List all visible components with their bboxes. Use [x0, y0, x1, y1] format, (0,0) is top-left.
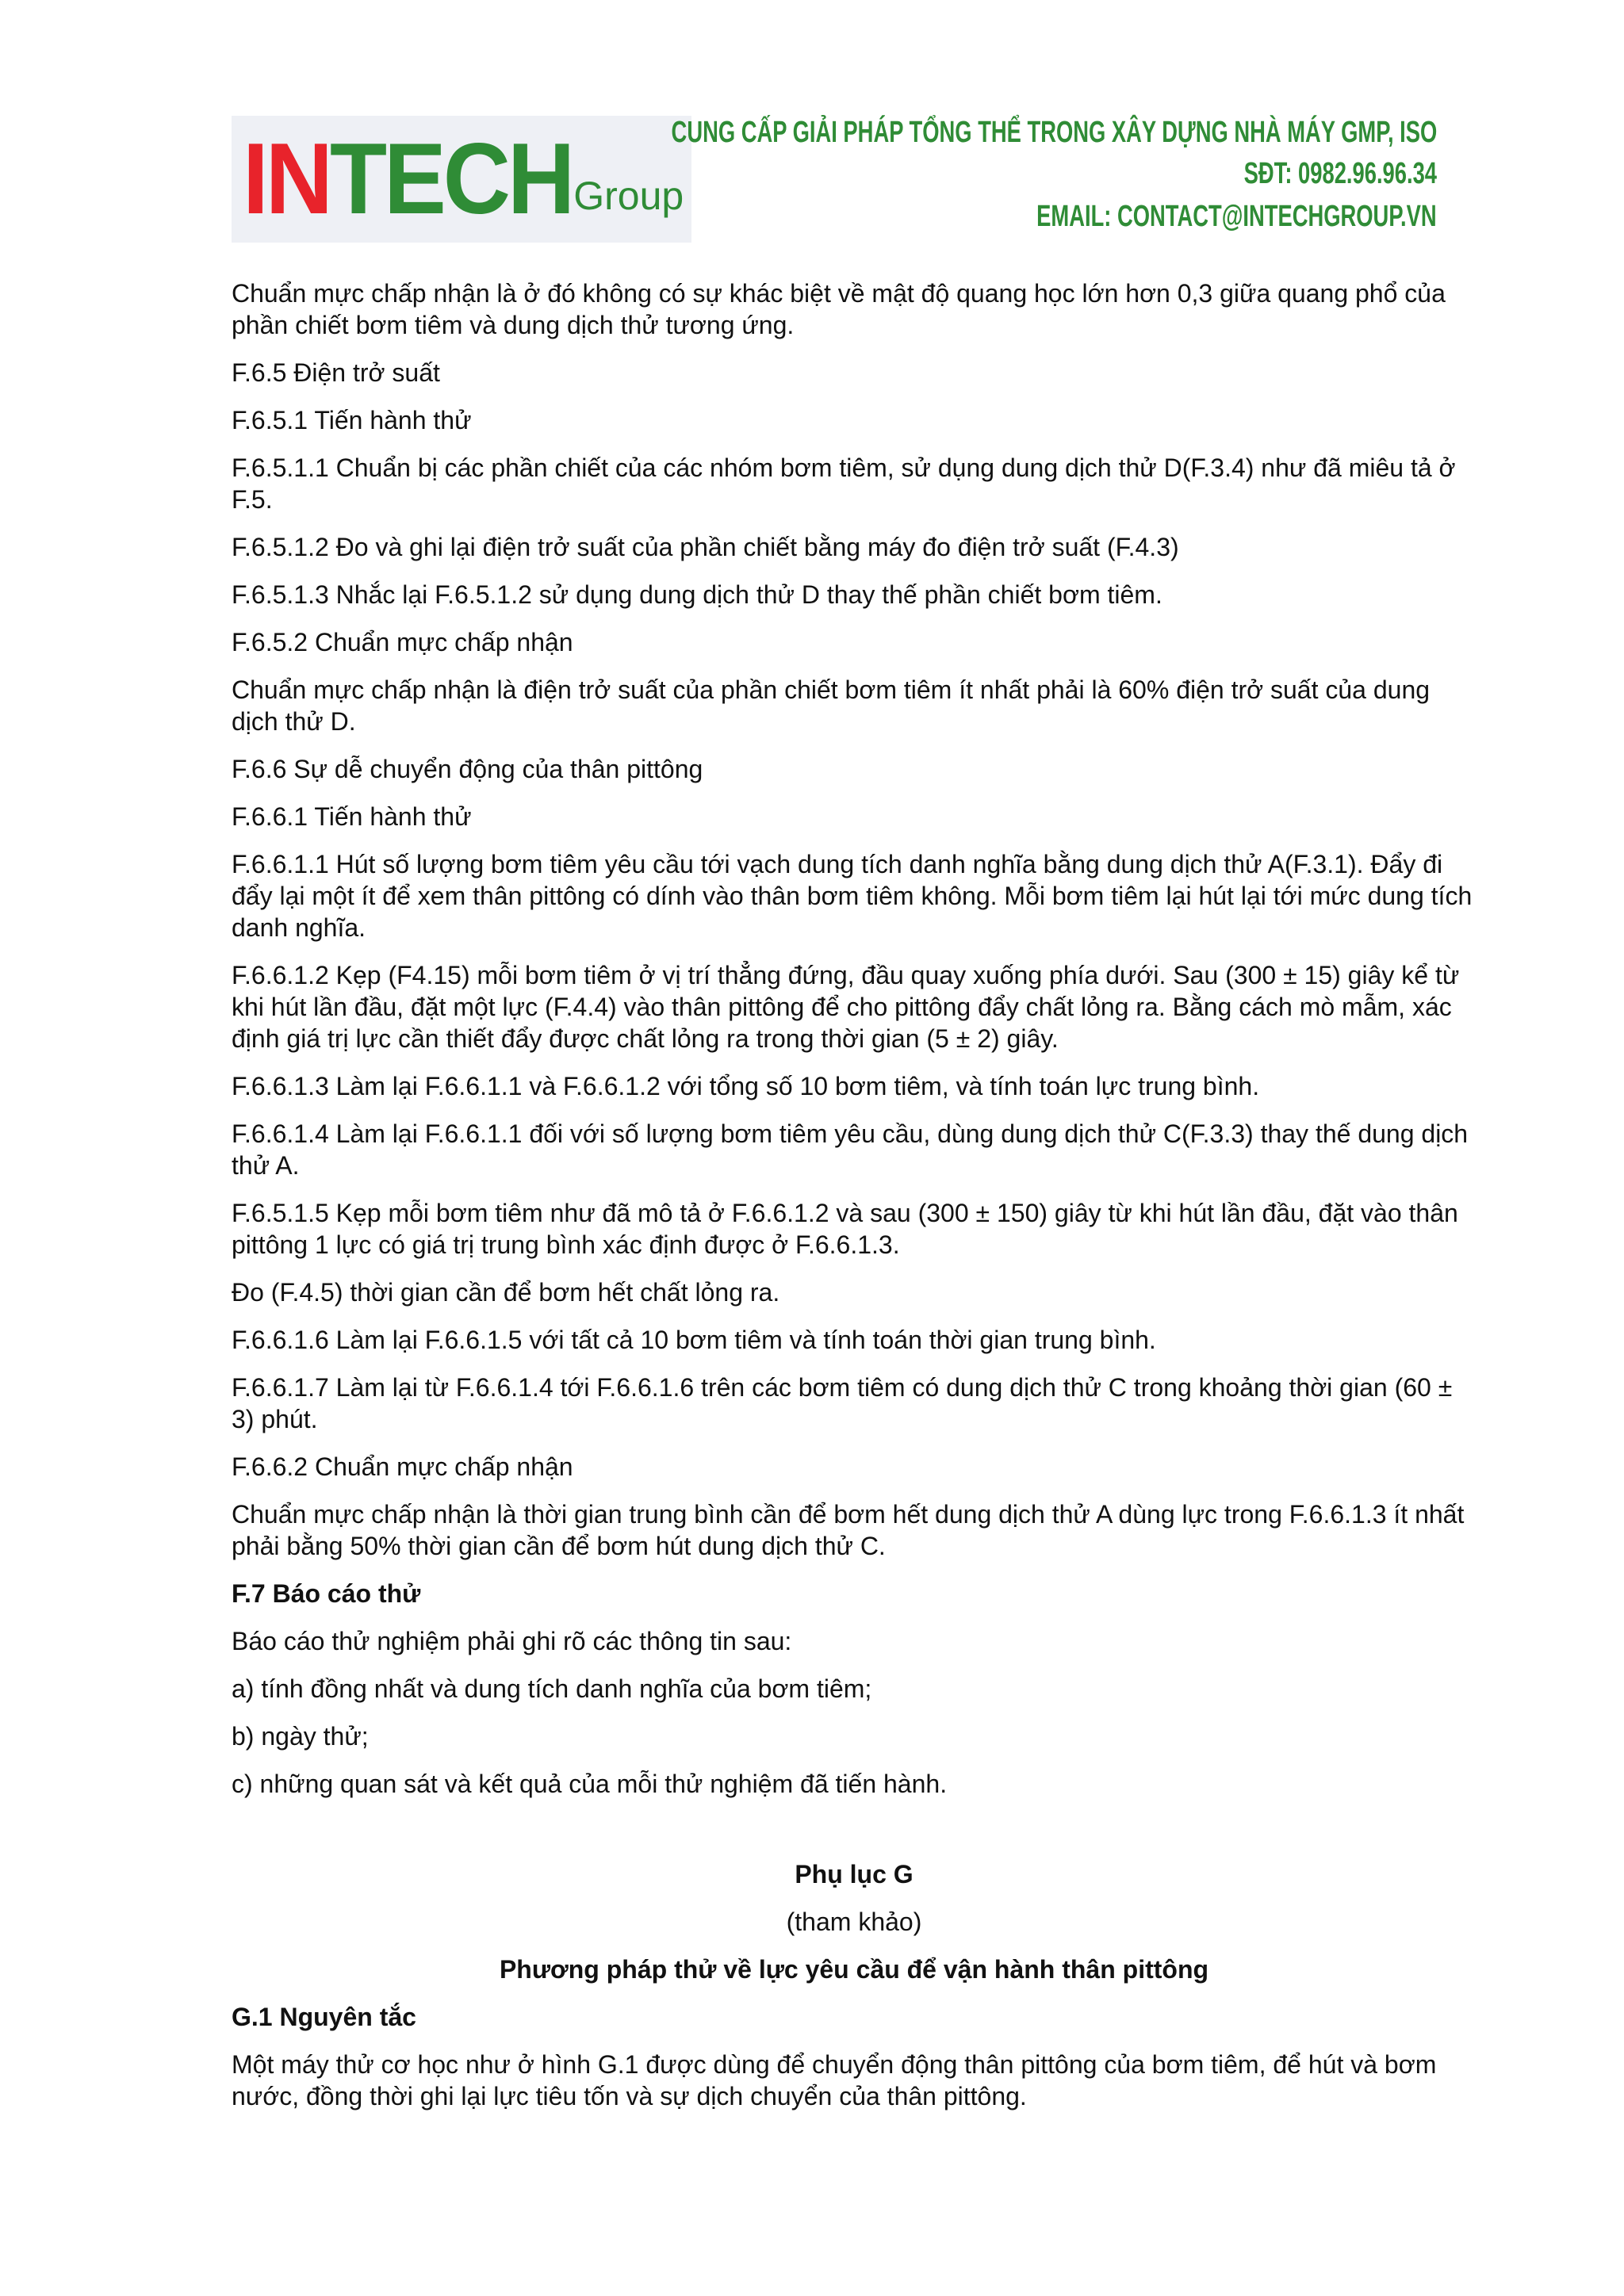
body-paragraph: Báo cáo thử nghiệm phải ghi rõ các thông tin sau:: [232, 1627, 792, 1655]
intech-group-logo: [232, 116, 691, 243]
logo-text-red: IN: [243, 122, 330, 236]
body-paragraph: F.6.5.1.3 Nhắc lại F.6.5.1.2 sử dụng dung dịch thử D thay thế phần chiết bơm tiêm.: [232, 580, 1162, 609]
document-body: [232, 277, 1477, 2128]
logo-text-green: TECH: [330, 122, 573, 236]
section-heading: Phương pháp thử về lực yêu cầu để vận hành thân pittông: [499, 1955, 1209, 1984]
body-paragraph: F.6.6.1.4 Làm lại F.6.6.1.1 đối với số lượng bơm tiêm yêu cầu, dùng dung dịch thử C(F.3.3) thay thế dung dịch thử A.: [232, 1119, 1469, 1180]
body-paragraph: F.6.5.1.5 Kẹp mỗi bơm tiêm như đã mô tả ở F.6.6.1.2 và sau (300 ± 150) giây từ khi hút lần đầu, đặt vào thân pittông 1 lực có giá trị trung bình xác định được ở F.6.6.1.3.: [232, 1199, 1458, 1259]
section-heading: F.7 Báo cáo thử: [232, 1579, 421, 1608]
logo-text-small: Group: [573, 174, 684, 218]
body-paragraph: Chuẩn mực chấp nhận là ở đó không có sự khác biệt về mật độ quang học lớn hơn 0,3 giữa quang phổ của phần chiết bơm tiêm và dung dịch thử tương ứng.: [232, 279, 1446, 339]
section-heading: Phụ lục G: [795, 1860, 914, 1888]
body-paragraph: F.6.6.1 Tiến hành thử: [232, 802, 472, 831]
page-header: [232, 116, 1437, 244]
body-paragraph: F.6.6.1.7 Làm lại từ F.6.6.1.4 tới F.6.6.1.6 trên các bơm tiêm có dung dịch thử C trong khoảng thời gian (60 ± 3) phút.: [232, 1373, 1453, 1433]
body-paragraph: F.6.6 Sự dễ chuyển động của thân pittông: [232, 755, 703, 783]
section-heading: G.1 Nguyên tắc: [232, 2003, 416, 2031]
body-paragraph: F.6.5.1.1 Chuẩn bị các phần chiết của các nhóm bơm tiêm, sử dụng dung dịch thử D(F.3.4) như đã miêu tả ở F.5.: [232, 453, 1456, 514]
body-paragraph: F.6.6.2 Chuẩn mực chấp nhận: [232, 1452, 573, 1481]
body-paragraph: F.6.5.2 Chuẩn mực chấp nhận: [232, 628, 573, 656]
body-paragraph: c) những quan sát và kết quả của mỗi thử nghiệm đã tiến hành.: [232, 1770, 948, 1798]
body-paragraph: F.6.6.1.6 Làm lại F.6.6.1.5 với tất cả 10 bơm tiêm và tính toán thời gian trung bình.: [232, 1326, 1156, 1354]
section-spacer: [232, 1816, 1477, 1858]
body-paragraph: F.6.5.1.2 Đo và ghi lại điện trở suất của phần chiết bằng máy đo điện trở suất (F.4.3): [232, 533, 1179, 561]
body-paragraph: F.6.5 Điện trở suất: [232, 358, 440, 387]
header-tagline: CUNG CẤP GIẢI PHÁP TỔNG THỂ TRONG XÂY DỰNG NHÀ MÁY GMP, ISO: [671, 116, 1437, 149]
body-paragraph: F.6.5.1 Tiến hành thử: [232, 406, 472, 434]
body-paragraph: b) ngày thử;: [232, 1722, 369, 1751]
body-paragraph: F.6.6.1.3 Làm lại F.6.6.1.1 và F.6.6.1.2 với tổng số 10 bơm tiêm, và tính toán lực trung bình.: [232, 1072, 1260, 1100]
body-paragraph: Chuẩn mực chấp nhận là thời gian trung bình cần để bơm hết dung dịch thử A dùng lực trong F.6.6.1.3 ít nhất phải bằng 50% thời gian cần để bơm hút dung dịch thử C.: [232, 1500, 1465, 1560]
body-paragraph: F.6.6.1.1 Hút số lượng bơm tiêm yêu cầu tới vạch dung tích danh nghĩa bằng dung dịch thử A(F.3.1). Đẩy đi đẩy lại một ít để xem thân pittông có dính vào thân bơm tiêm không. Mỗi bơm tiêm lại hút lại tới mức dung tích danh nghĩa.: [232, 850, 1473, 942]
header-phone: SĐT: 0982.96.96.34: [1243, 157, 1437, 190]
body-paragraph: Đo (F.4.5) thời gian cần để bơm hết chất lỏng ra.: [232, 1278, 780, 1307]
header-email: EMAIL: CONTACT@INTECHGROUP.VN: [1036, 200, 1437, 233]
body-paragraph: (tham khảo): [786, 1908, 922, 1936]
body-paragraph: Chuẩn mực chấp nhận là điện trở suất của phần chiết bơm tiêm ít nhất phải là 60% điện trở suất của dung dịch thử D.: [232, 675, 1431, 736]
body-paragraph: F.6.6.1.2 Kẹp (F4.15) mỗi bơm tiêm ở vị trí thẳng đứng, đầu quay xuống phía dưới. Sau (300 ± 15) giây kể từ khi hút lần đầu, đặt một lực (F.4.4) vào thân pittông để cho pittông đẩy chất lỏng ra. Bằng cách mò mẫm, xác định giá trị lực cần thiết đẩy được chất lỏng ra trong thời gian (5 ± 2) giây.: [232, 961, 1460, 1053]
body-paragraph: Một máy thử cơ học như ở hình G.1 được dùng để chuyển động thân pittông của bơm tiêm, để hút và bơm nước, đồng thời ghi lại lực tiêu tốn và sự dịch chuyển của thân pittông.: [232, 2050, 1437, 2110]
body-paragraph: a) tính đồng nhất và dung tích danh nghĩa của bơm tiêm;: [232, 1674, 872, 1703]
